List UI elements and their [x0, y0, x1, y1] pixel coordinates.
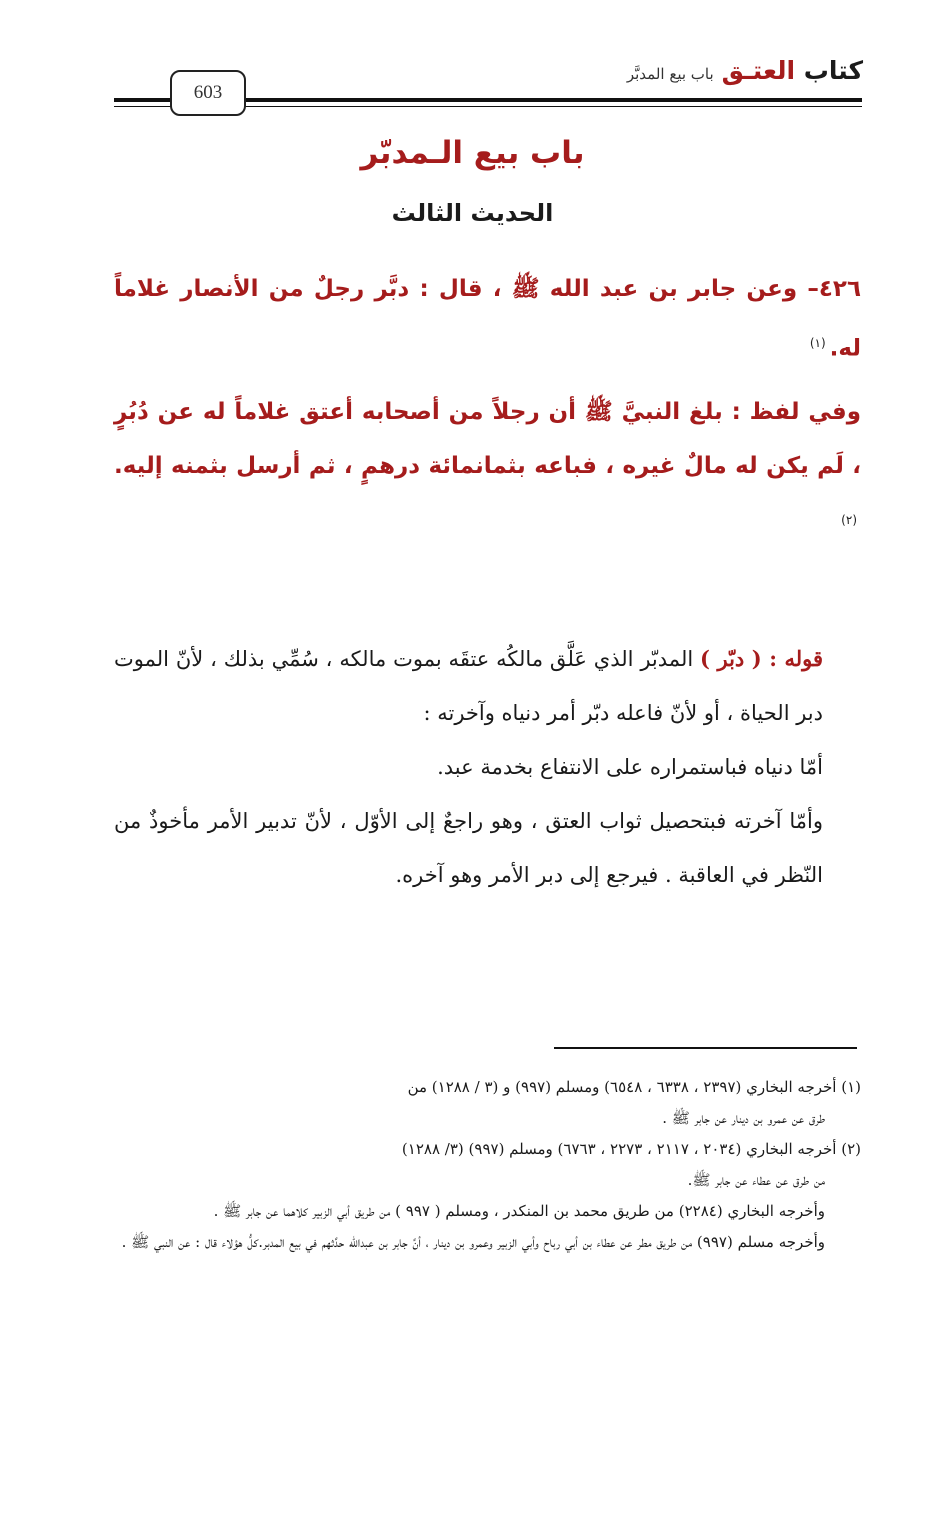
footnote-ref-1: (١) [809, 336, 826, 350]
commentary-paragraph: وأمّا آخرته فبتحصيل ثواب العتق ، وهو راجعٌ إلى الأوّل ، لأنّ تدبير الأمر مأخوذٌ من النّظر في العاقبة . فيرجع إلى دبر الأمر وهو آخره. [114, 809, 823, 887]
hadith-text [114, 262, 861, 376]
commentary-text: المدبّر الذي عَلَّق مالكُه عتقَه بموت مالكه ، سُمِّي بذلك ، لأنّ الموت دبر الحياة ، أو لأنّ فاعله دبّر أمر دنياه وآخرته : [114, 647, 823, 725]
commentary [114, 632, 861, 902]
commentary-paragraph: أمّا دنياه فباستمراره على الانتفاع بخدمة عبد. [437, 755, 823, 779]
alt-wording-body: وفي لفظ : بلغ النبيَّ ﷺ أن رجلاً من أصحابه أعتق غلاماً له عن دُبُرٍ ، لَم يكن له مالٌ غيره ، فباعه بثمانمائة درهمٍ ، ثم أرسل بثمنه إليه. [114, 399, 861, 479]
running-header [627, 56, 863, 85]
page-number: 603 [170, 70, 246, 116]
footnote-1-line: (١) أخرجه البخاري (٢٣٩٧ ، ٦٣٣٨ ، ٦٥٤٨) ومسلم (٩٩٧) و (٣ / ١٢٨٨) من [407, 1078, 861, 1096]
footnote-2-paragraph: وأخرجه مسلم (٩٩٧) من طريق مطر عن عطاء بن أبي رباح وأبي الزبير وعمرو بن دينار ، أنَّ جابر بن عبدالله حدَّثهم في بيع المدبر.كلُّ هؤلاء قال : عن النبي ﷺ . [121, 1233, 825, 1251]
book-title [722, 56, 863, 85]
book-title-word: كتاب [795, 56, 863, 85]
hadith-heading: الحديث الثالث [391, 199, 554, 227]
hadith-body: ٤٢٦– وعن جابر بن عبد الله ﷺ ، قال : دبَّر رجلٌ من الأنصار غلاماً له. [114, 276, 861, 362]
footnote-2-paragraph: وأخرجه البخاري (٢٢٨٤) من طريق محمد بن المنكدر ، ومسلم ( ٩٩٧ ) من طريق أبي الزبير كلاهما عن جابر ﷺ . [213, 1202, 825, 1220]
footnotes [114, 1072, 861, 1258]
commentary-paragraph [114, 632, 861, 740]
footnote-2-line: من طرق عن عطاء عن جابر ﷺ. [687, 1171, 825, 1189]
chapter-reference: باب بيع المدبَّر [626, 65, 714, 83]
hadith-alt-wording [114, 385, 861, 553]
footnote-1-line: طرق عن عمرو بن دينار عن جابر ﷺ . [662, 1109, 825, 1127]
footnote-separator [554, 1047, 857, 1049]
footnote-2-line: (٢) أخرجه البخاري (٢٠٣٤ ، ٢١١٧ ، ٢٢٧٣ ، ٦٧٦٣) ومسلم (٩٩٧) (٣/ ١٢٨٨) [401, 1140, 861, 1158]
commentary-lead: قوله : ( دبّر ) [700, 646, 823, 671]
chapter-title: باب بيع الـمدبّر [360, 135, 585, 171]
footnote-ref-2: (٢) [841, 513, 857, 527]
book-title-accent: العتـق [721, 56, 796, 85]
